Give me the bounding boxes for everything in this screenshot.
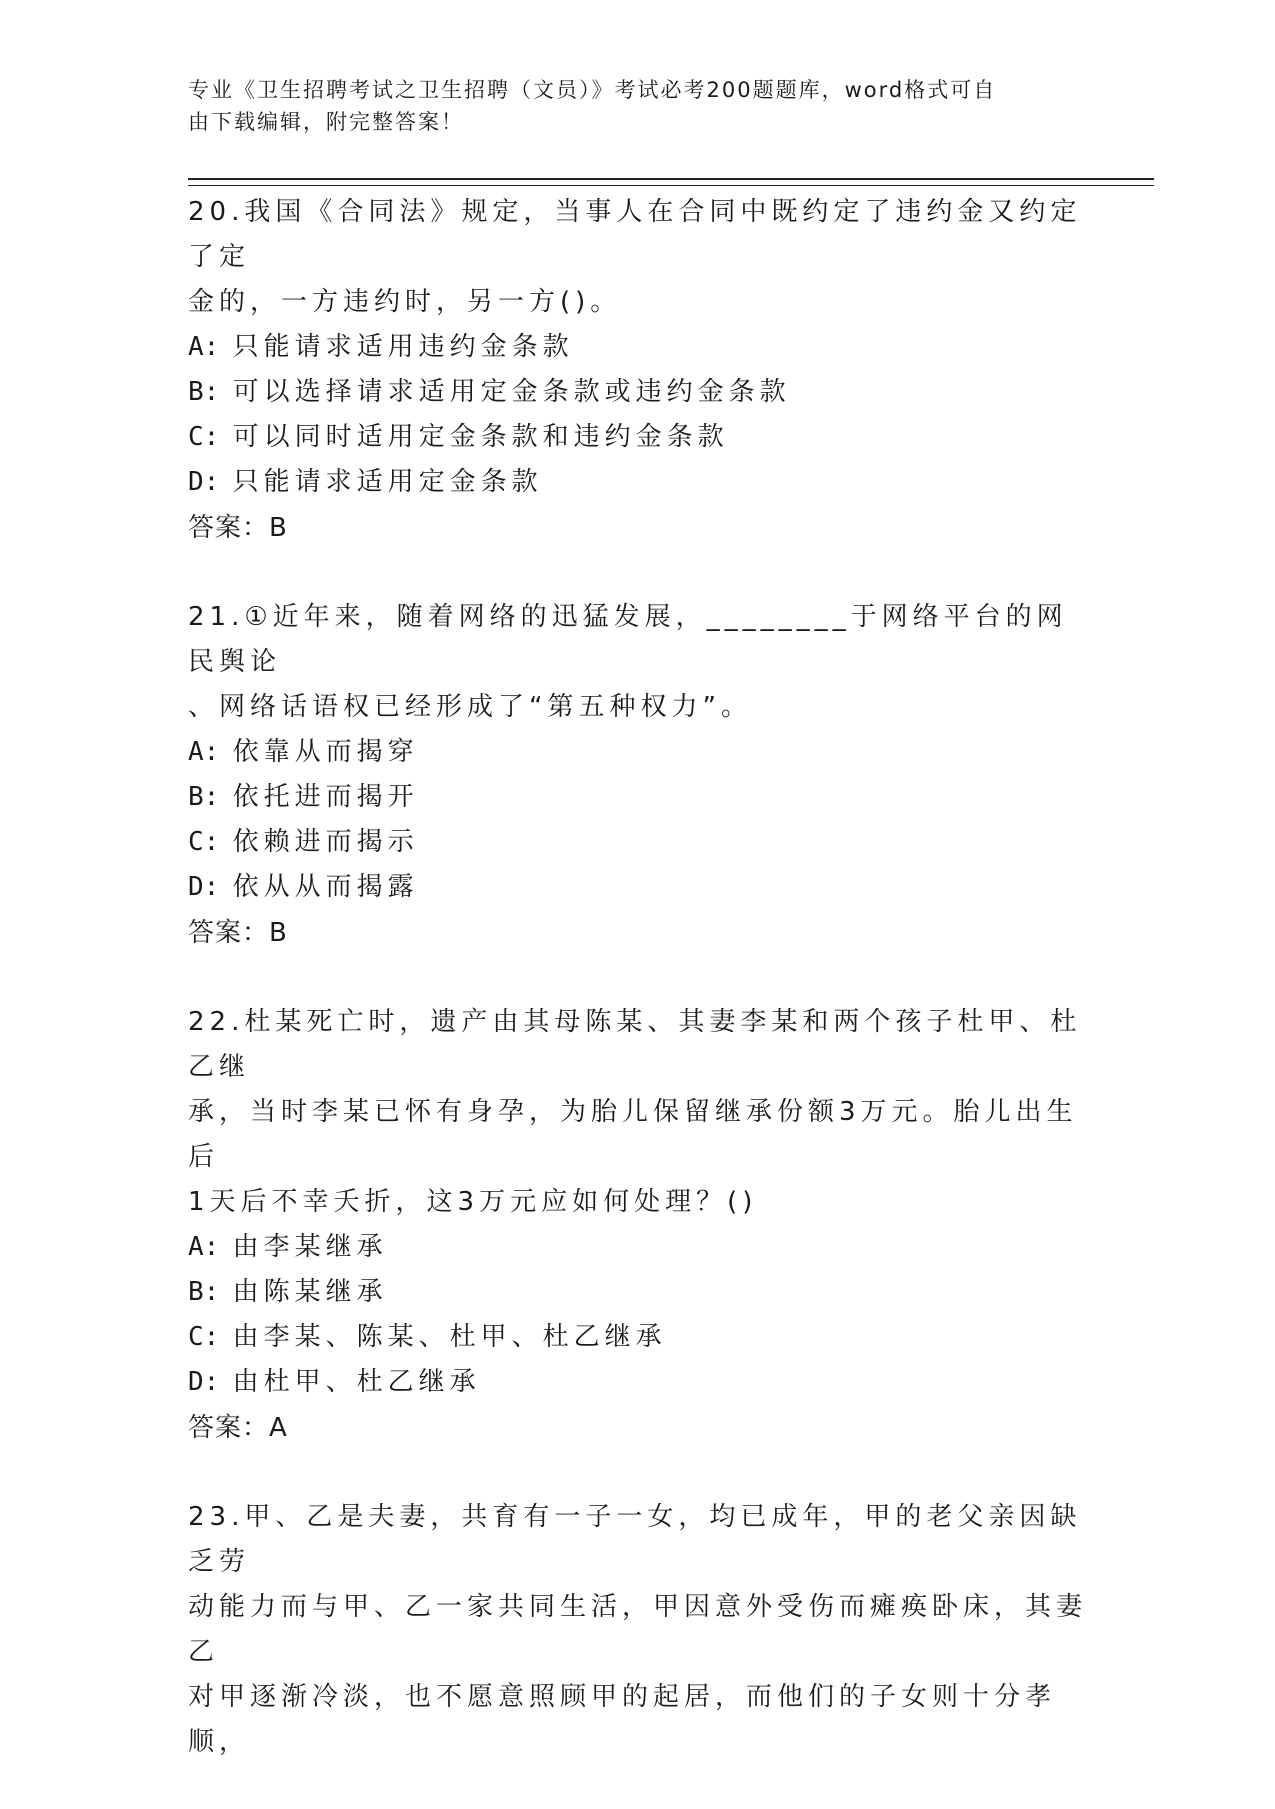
option-letter: A: <box>188 332 220 362</box>
document-header <box>188 74 1088 138</box>
option-a <box>188 730 1088 775</box>
option-letter: D: <box>188 467 220 497</box>
question-stem-line: 21.①近年来，随着网络的迅猛发展，________于网络平台的网民舆论 <box>188 602 1068 677</box>
option-b <box>188 370 1088 415</box>
option-text: 依靠从而揭穿 <box>232 737 419 767</box>
header-divider-thick <box>188 178 1154 180</box>
option-text: 由陈某继承 <box>232 1277 388 1307</box>
question-stem-line: 对甲逐渐冷淡，也不愿意照顾甲的起居，而他们的子女则十分孝顺， <box>188 1682 1057 1757</box>
question-stem-line: 、网络话语权已经形成了“第五种权力”。 <box>188 692 752 722</box>
question-21 <box>188 595 1088 956</box>
header-divider-thin <box>188 185 1154 186</box>
option-text: 依托进而揭开 <box>232 782 419 812</box>
option-letter: B: <box>188 782 220 812</box>
question-stem-line: 20.我国《合同法》规定，当事人在合同中既约定了违约金又约定了定 <box>188 197 1082 272</box>
option-letter: A: <box>188 737 220 767</box>
answer-label: 答案： <box>188 918 270 948</box>
option-text: 依赖进而揭示 <box>232 827 419 857</box>
option-text: 只能请求适用违约金条款 <box>232 332 574 362</box>
question-list <box>188 190 1088 1809</box>
answer-value: A <box>269 1413 288 1443</box>
question-stem-line: 金的，一方违约时，另一方()。 <box>188 287 622 317</box>
option-a <box>188 325 1088 370</box>
question-stem-line: 23.甲、乙是夫妻，共育有一子一女，均已成年，甲的老父亲因缺乏劳 <box>188 1502 1082 1577</box>
option-a <box>188 1225 1088 1270</box>
answer-value: B <box>269 918 288 948</box>
question-stem-line: 22.杜某死亡时，遗产由其母陈某、其妻李某和两个孩子杜甲、杜乙继 <box>188 1007 1082 1082</box>
option-letter: D: <box>188 872 220 902</box>
option-letter: C: <box>188 827 220 857</box>
option-c <box>188 1315 1088 1360</box>
question-stem-line: 1天后不幸夭折，这3万元应如何处理？() <box>188 1187 758 1217</box>
option-d <box>188 460 1088 505</box>
option-letter: B: <box>188 377 220 407</box>
answer-line <box>188 505 1088 551</box>
answer-label: 答案： <box>188 1413 270 1443</box>
option-letter: C: <box>188 1322 220 1352</box>
question-stem-line: 承，当时李某已怀有身孕，为胎儿保留继承份额3万元。胎儿出生后 <box>188 1097 1078 1172</box>
option-b <box>188 1270 1088 1315</box>
answer-value: B <box>269 513 288 543</box>
answer-line <box>188 910 1088 956</box>
answer-label: 答案： <box>188 513 270 543</box>
option-text: 由杜甲、杜乙继承 <box>232 1367 481 1397</box>
option-text: 由李某继承 <box>232 1232 388 1262</box>
option-text: 由李某、陈某、杜甲、杜乙继承 <box>232 1322 667 1352</box>
option-d <box>188 865 1088 910</box>
option-text: 可以同时适用定金条款和违约金条款 <box>232 422 729 452</box>
answer-line <box>188 1405 1088 1451</box>
option-letter: D: <box>188 1367 220 1397</box>
option-letter: B: <box>188 1277 220 1307</box>
option-d <box>188 1360 1088 1405</box>
option-c <box>188 415 1088 460</box>
option-letter: C: <box>188 422 220 452</box>
header-line-2: 由下载编辑，附完整答案！ <box>188 110 464 134</box>
header-line-1: 专业《卫生招聘考试之卫生招聘（文员）》考试必考200题题库，word格式可自 <box>188 78 997 102</box>
option-text: 可以选择请求适用定金条款或违约金条款 <box>232 377 791 407</box>
option-b <box>188 775 1088 820</box>
question-22 <box>188 1000 1088 1451</box>
question-stem-line: 动能力而与甲、乙一家共同生活，甲因意外受伤而瘫痪卧床，其妻乙 <box>188 1592 1088 1667</box>
option-text: 依从从而揭露 <box>232 872 419 902</box>
option-c <box>188 820 1088 865</box>
question-20 <box>188 190 1088 551</box>
question-23 <box>188 1495 1088 1765</box>
option-letter: A: <box>188 1232 220 1262</box>
option-text: 只能请求适用定金条款 <box>232 467 543 497</box>
